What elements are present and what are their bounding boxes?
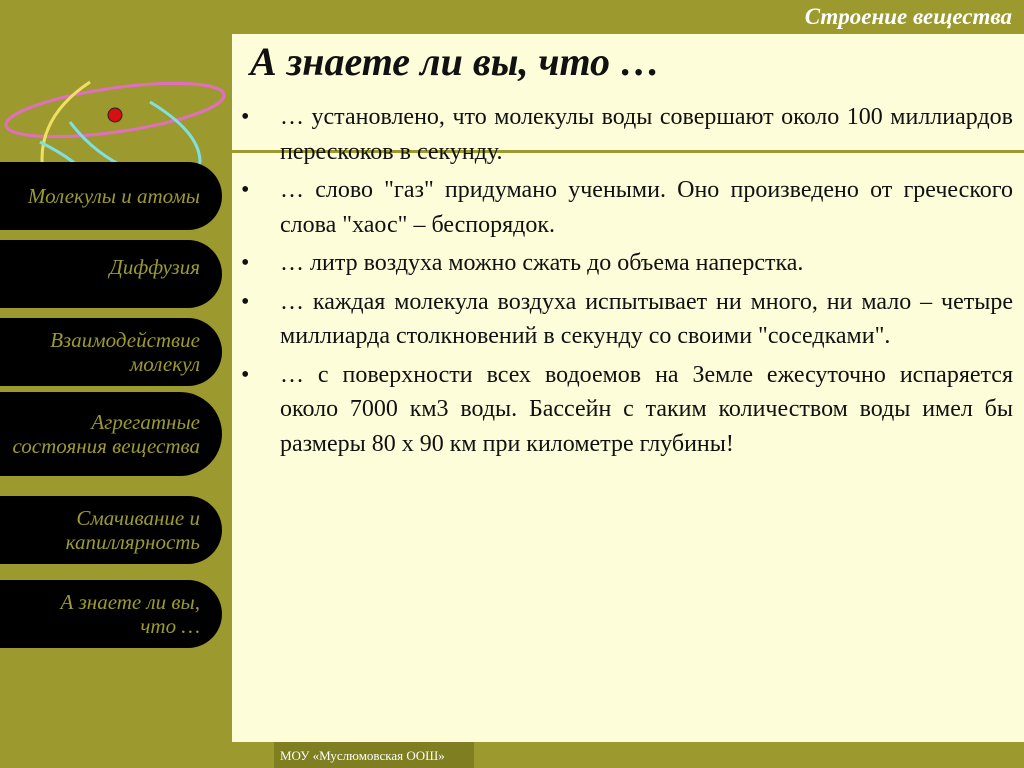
nav-diffusion[interactable] bbox=[0, 240, 222, 308]
nav-label: Смачивание и капиллярность bbox=[65, 506, 200, 554]
nav-label: А знаете ли вы, что … bbox=[60, 590, 200, 638]
nav-molecule-interaction[interactable] bbox=[0, 318, 222, 386]
fact-text: … с поверхности всех водоемов на Земле ежесуточно испаряется около 7000 км3 воды. Бассейн с таким количеством воды имел бы размеры 80 х 90 км при километре глубины! bbox=[280, 361, 1013, 457]
fact-text: … установлено, что молекулы воды совершают около 100 миллиардов перескоков в секунду. bbox=[280, 104, 1013, 165]
fact-text: … слово "газ" придумано учеными. Оно произведено от греческого слова "хаос" – беспорядок. bbox=[280, 177, 1013, 238]
footer bbox=[0, 742, 1024, 768]
list-item bbox=[241, 173, 1013, 242]
nav-did-you-know[interactable] bbox=[0, 580, 222, 648]
nav-label: Молекулы и атомы bbox=[27, 184, 200, 208]
bullet: • bbox=[241, 104, 250, 130]
nav-label: Диффузия bbox=[109, 255, 200, 280]
slide-content bbox=[232, 34, 1024, 742]
fact-text: … литр воздуха можно сжать до объема наперстка. bbox=[280, 250, 804, 276]
list-item bbox=[241, 358, 1013, 462]
sidebar bbox=[0, 34, 232, 742]
facts-list bbox=[232, 100, 1024, 465]
list-item bbox=[241, 246, 1013, 281]
fact-text: … каждая молекула воздуха испытывает ни много, ни мало – четыре миллиарда столкновений в секунду со своими "соседками". bbox=[280, 288, 1013, 349]
list-item bbox=[241, 285, 1013, 354]
nav-molecules-atoms[interactable] bbox=[0, 162, 222, 230]
bullet: • bbox=[241, 361, 250, 388]
nav-states-of-matter[interactable] bbox=[0, 392, 222, 476]
nav-wetting-capillarity[interactable] bbox=[0, 496, 222, 564]
bullet: • bbox=[241, 250, 250, 276]
nav-label: Взаимодействие молекул bbox=[50, 328, 200, 376]
footer-text: МОУ «Муслюмовская ООШ» bbox=[280, 748, 445, 763]
nav-label: Агрегатные состояния вещества bbox=[12, 410, 200, 458]
page-title: А знаете ли вы, что … bbox=[250, 39, 661, 84]
section-title: Строение вещества bbox=[804, 4, 1012, 29]
list-item bbox=[241, 100, 1013, 169]
bullet: • bbox=[241, 288, 250, 315]
bullet: • bbox=[241, 177, 250, 203]
